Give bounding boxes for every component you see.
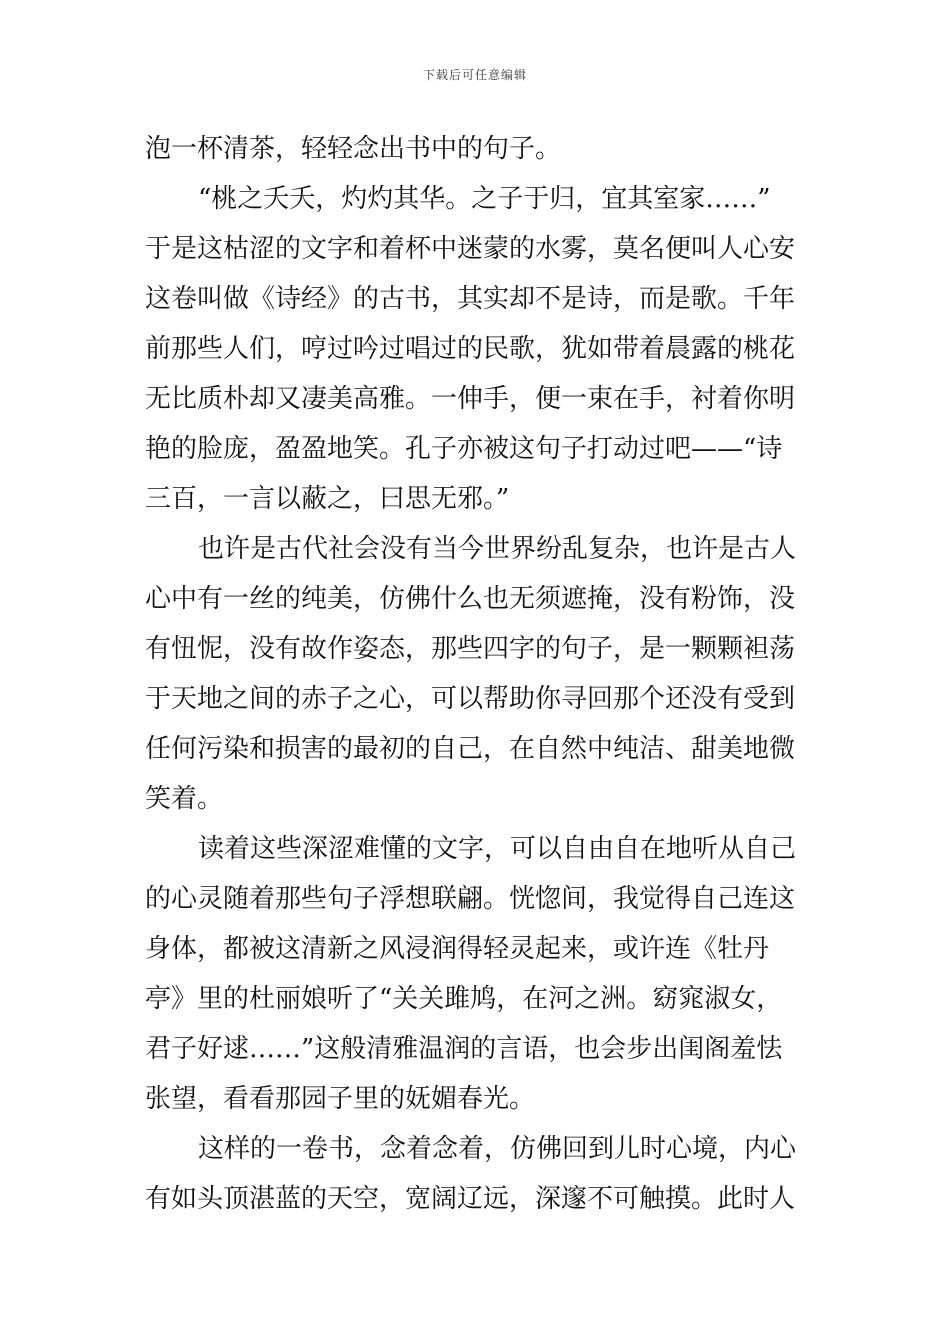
text-line: 这样的一卷书，念着念着，仿佛回到儿时心境，内心 bbox=[198, 1134, 797, 1164]
text-line: 无比质朴却又凄美高雅。一伸手，便一束在手，衬着你明 bbox=[145, 384, 796, 414]
text-line: 亭》里的杜丽娘听了“关关雎鸠，在河之洲。窈窕淑女， bbox=[145, 984, 783, 1014]
text-line: “桃之夭夭，灼灼其华。之子于归，宜其室家……” bbox=[198, 184, 771, 214]
text-line: 前那些人们，哼过吟过唱过的民歌，犹如带着晨露的桃花 bbox=[145, 334, 796, 364]
text-line: 张望，看看那园子里的妩媚春光。 bbox=[145, 1084, 536, 1114]
text-line: 任何污染和损害的最初的自己，在自然中纯洁、甜美地微 bbox=[145, 734, 796, 764]
document-body bbox=[145, 124, 810, 1224]
text-line: 读着这些深涩难懂的文字，可以自由自在地听从自己 bbox=[198, 834, 797, 864]
text-line: 这卷叫做《诗经》的古书，其实却不是诗，而是歌。千年 bbox=[145, 284, 796, 314]
text-line: 笑着。 bbox=[145, 784, 224, 814]
text-line: 泡一杯清茶，轻轻念出书中的句子。 bbox=[145, 134, 562, 164]
text-line: 有如头顶湛蓝的天空，宽阔辽远，深邃不可触摸。此时人 bbox=[145, 1184, 796, 1214]
text-line: 心中有一丝的纯美，仿佛什么也无须遮掩，没有粉饰，没 bbox=[145, 584, 796, 614]
text-line: 的心灵随着那些句子浮想联翩。恍惚间，我觉得自己连这 bbox=[145, 884, 796, 914]
text-line: 有忸怩，没有故作姿态，那些四字的句子，是一颗颗袒荡 bbox=[145, 634, 796, 664]
page-header: 下载后可任意编辑 bbox=[422, 68, 527, 82]
text-line: 君子好逑……”这般清雅温润的言语，也会步出闺阁羞怯 bbox=[145, 1034, 783, 1064]
text-line: 也许是古代社会没有当今世界纷乱复杂，也许是古人 bbox=[198, 534, 797, 564]
text-line: 艳的脸庞，盈盈地笑。孔子亦被这句子打动过吧——“诗 bbox=[145, 434, 783, 464]
text-line: 于是这枯涩的文字和着杯中迷蒙的水雾，莫名便叫人心安 bbox=[145, 234, 796, 264]
text-line: 于天地之间的赤子之心，可以帮助你寻回那个还没有受到 bbox=[145, 684, 796, 714]
text-line: 三百，一言以蔽之，曰思无邪。” bbox=[145, 484, 510, 514]
text-line: 身体，都被这清新之风浸润得轻灵起来，或许连《牡丹 bbox=[145, 934, 770, 964]
